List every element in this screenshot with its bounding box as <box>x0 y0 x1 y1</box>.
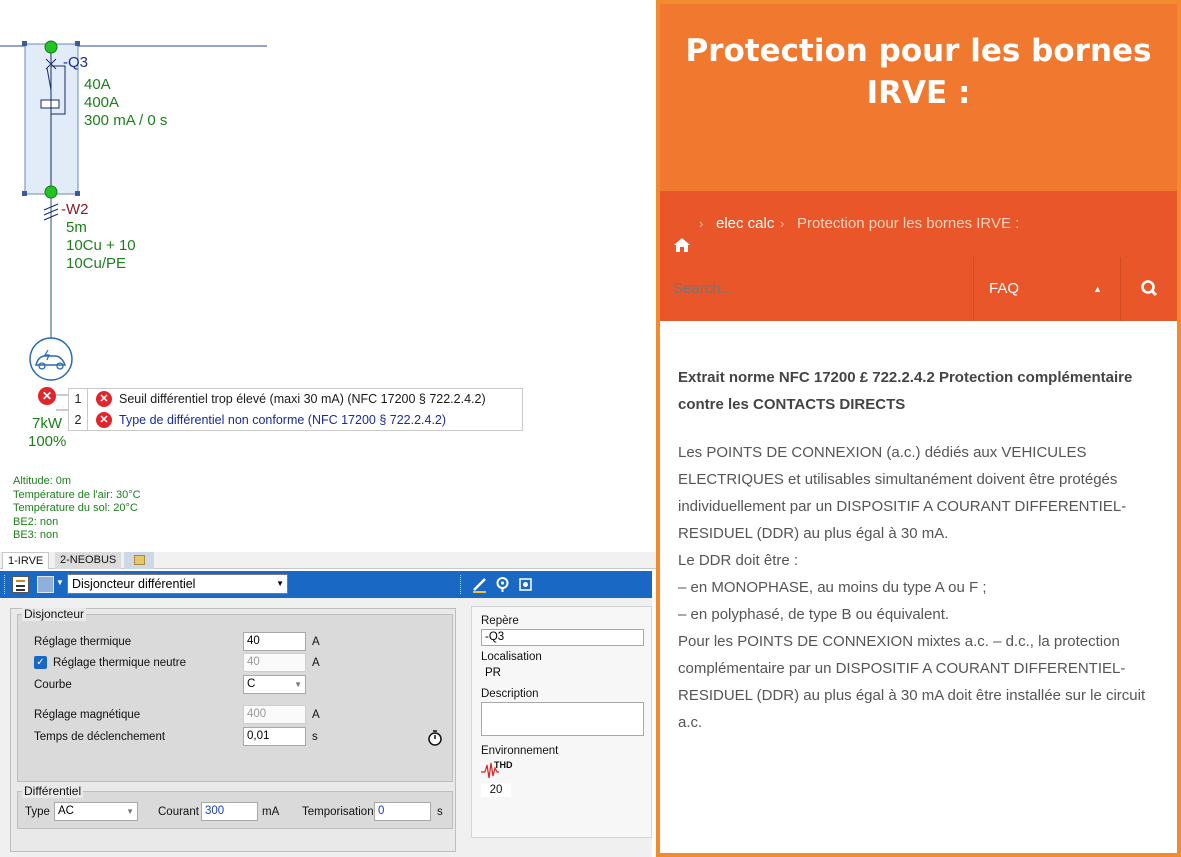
error-text: Type de différentiel non conforme (NFC 17200 § 722.2.4.2) <box>119 413 447 427</box>
cable-section: 10Cu + 10 <box>66 237 136 254</box>
stopwatch-icon[interactable] <box>427 729 443 746</box>
faq-select-value: FAQ <box>989 280 1020 297</box>
error-icon: ✕ <box>96 391 112 407</box>
chevron-down-icon: ▼ <box>126 807 134 816</box>
thd-icon[interactable] <box>481 760 511 780</box>
cable-length: 5m <box>66 219 87 236</box>
component-type-value: Disjoncteur différentiel <box>72 577 196 591</box>
breadcrumb-current: Protection pour les bornes IRVE : <box>797 215 1020 232</box>
page-title <box>660 30 1177 114</box>
cable-ref: -W2 <box>61 201 89 218</box>
breaker-ref: -Q3 <box>63 54 89 71</box>
env-be3: BE3: non <box>13 529 59 541</box>
article-paragraph: – en MONOPHASE, au moins du type A ou F ; <box>678 579 987 596</box>
environment-info <box>13 475 141 543</box>
thd-value: 20 <box>481 783 511 797</box>
identification-panel <box>471 606 652 838</box>
error-text: Seuil différentiel trop élevé (maxi 30 mA) (NFC 17200 § 722.2.4.2) <box>119 392 486 406</box>
article-paragraph: Les POINTS DE CONNEXION (a.c.) dédiés aux VEHICULES ELECTRIQUES et utilisables simultanément doivent être protégés individuellement par un DISPOSITIF A COURANT DIFFERENTIEL-RESIDUEL (DDR) au plus égal à 30 mA. <box>678 444 1127 542</box>
search-icon <box>1123 257 1177 321</box>
chevron-right-icon: › <box>699 216 704 231</box>
error-list <box>68 388 523 431</box>
diff-current-unit: mA <box>262 806 280 818</box>
edit-icon[interactable] <box>471 576 488 593</box>
diff-current-label: Courant <box>158 806 199 818</box>
target-icon[interactable] <box>517 576 534 593</box>
localisation-input[interactable]: PR <box>481 665 644 682</box>
page-title-line1: Protection pour les bornes <box>685 33 1152 69</box>
error-number: 2 <box>69 410 88 431</box>
web-page <box>656 0 1181 857</box>
diff-type-value: AC <box>58 805 74 817</box>
add-tab-button[interactable] <box>124 552 154 569</box>
breadcrumb-elec-calc[interactable]: elec calc <box>716 215 775 232</box>
thermal-label: Réglage thermique <box>34 636 132 648</box>
breaker-residual: 300 mA / 0 s <box>84 112 168 129</box>
diff-type-label: Type <box>25 806 50 818</box>
chevron-down-icon: ▼ <box>276 579 284 588</box>
description-label: Description <box>481 688 539 700</box>
error-row[interactable] <box>69 410 522 431</box>
trip-time-unit: s <box>312 731 318 743</box>
curve-label: Courbe <box>34 679 72 691</box>
env-be2: BE2: non <box>13 515 59 528</box>
neutral-label: Réglage thermique neutre <box>53 657 186 669</box>
locate-icon[interactable] <box>494 576 511 593</box>
search-button[interactable] <box>1123 257 1177 321</box>
error-row[interactable] <box>69 389 522 410</box>
error-number: 1 <box>69 389 88 410</box>
description-input[interactable] <box>481 702 644 736</box>
repere-input[interactable]: -Q3 <box>481 629 644 646</box>
page-title-line2: IRVE : <box>866 75 971 111</box>
environnement-label: Environnement <box>481 745 559 757</box>
repere-label: Repère <box>481 615 519 627</box>
article-paragraph: – en polyphasé, de type B ou équivalent. <box>678 606 950 623</box>
properties-icon[interactable] <box>12 576 29 593</box>
hero-banner <box>660 4 1177 191</box>
env-air-temp: Température de l'air: 30°C <box>13 488 141 501</box>
sheet-tabs <box>0 552 656 569</box>
search-bar <box>660 257 1177 358</box>
magnetic-input[interactable]: 400 <box>243 705 306 724</box>
article-paragraph: Le DDR doit être : <box>678 552 799 569</box>
curve-value: C <box>247 678 256 690</box>
chevron-right-icon: › <box>780 216 785 231</box>
thd-label: THD <box>494 760 513 770</box>
tab-1-irve[interactable]: 1-IRVE <box>2 552 49 569</box>
diff-delay-unit: s <box>437 806 443 818</box>
load-power: 7kW <box>32 415 62 432</box>
neutral-unit: A <box>312 657 320 669</box>
cable-pe: 10Cu/PE <box>66 255 127 272</box>
diff-delay-input[interactable]: 0 <box>374 802 431 821</box>
load-factor: 100% <box>28 433 67 450</box>
tab-2-neobus[interactable]: 2-NEOBUS <box>55 552 121 569</box>
sort-arrows-icon: ▲ ▼ <box>1093 284 1102 358</box>
article-lead: Extrait norme NFC 17200 £ 722.2.4.2 Protection complémentaire contre les CONTACTS DIRECTS <box>678 369 1133 413</box>
env-altitude: Altitude: 0m <box>13 475 72 487</box>
neutral-input[interactable]: 40 <box>243 653 306 672</box>
diff-type-select[interactable] <box>54 802 138 821</box>
differentiel-group-label: Différentiel <box>24 784 82 798</box>
article-paragraph: Pour les POINTS DE CONNEXION mixtes a.c. – d.c., la protection complémentaire par un DISPOSITIF A COURANT DIFFERENTIEL-RESIDUEL (DDR) au plus égal à 30 mA doit être installée sur le circuit a.c. <box>678 633 1146 731</box>
neutral-checkbox[interactable]: ✓ <box>34 656 47 669</box>
add-sheet-icon <box>134 555 145 565</box>
env-soil-temp: Température du sol: 20°C <box>13 502 138 514</box>
trip-time-label: Temps de déclenchement <box>34 731 166 743</box>
component-type-select[interactable] <box>67 574 288 594</box>
search-input[interactable] <box>660 257 972 321</box>
chevron-down-icon: ▼ <box>294 680 302 689</box>
view-mode-dropdown-icon[interactable]: ▼ <box>56 578 64 587</box>
diff-delay-label: Temporisation <box>302 806 374 818</box>
magnetic-unit: A <box>312 709 320 721</box>
curve-select[interactable] <box>243 675 306 694</box>
breaker-magnetic: 400A <box>84 94 120 111</box>
magnetic-label: Réglage magnétique <box>34 709 141 721</box>
article-content <box>678 364 1168 736</box>
thermal-input[interactable]: 40 <box>243 632 306 651</box>
breadcrumb <box>660 191 1177 257</box>
disjoncteur-group-label: Disjoncteur <box>24 607 85 621</box>
toolbar-grip <box>4 575 6 594</box>
faq-select[interactable] <box>973 257 1121 358</box>
thermal-unit: A <box>312 636 320 648</box>
breaker-rating: 40A <box>84 76 111 93</box>
trip-time-input[interactable]: 0,01 <box>243 727 306 746</box>
schematic-canvas[interactable] <box>0 0 656 552</box>
localisation-label: Localisation <box>481 651 542 663</box>
diff-current-input[interactable]: 300 <box>201 802 258 821</box>
error-icon: ✕ <box>96 412 112 428</box>
toolbar-separator <box>460 575 462 594</box>
error-icon[interactable]: ✕ <box>38 387 56 405</box>
home-icon[interactable] <box>673 216 691 232</box>
view-mode-icon[interactable] <box>37 576 54 593</box>
